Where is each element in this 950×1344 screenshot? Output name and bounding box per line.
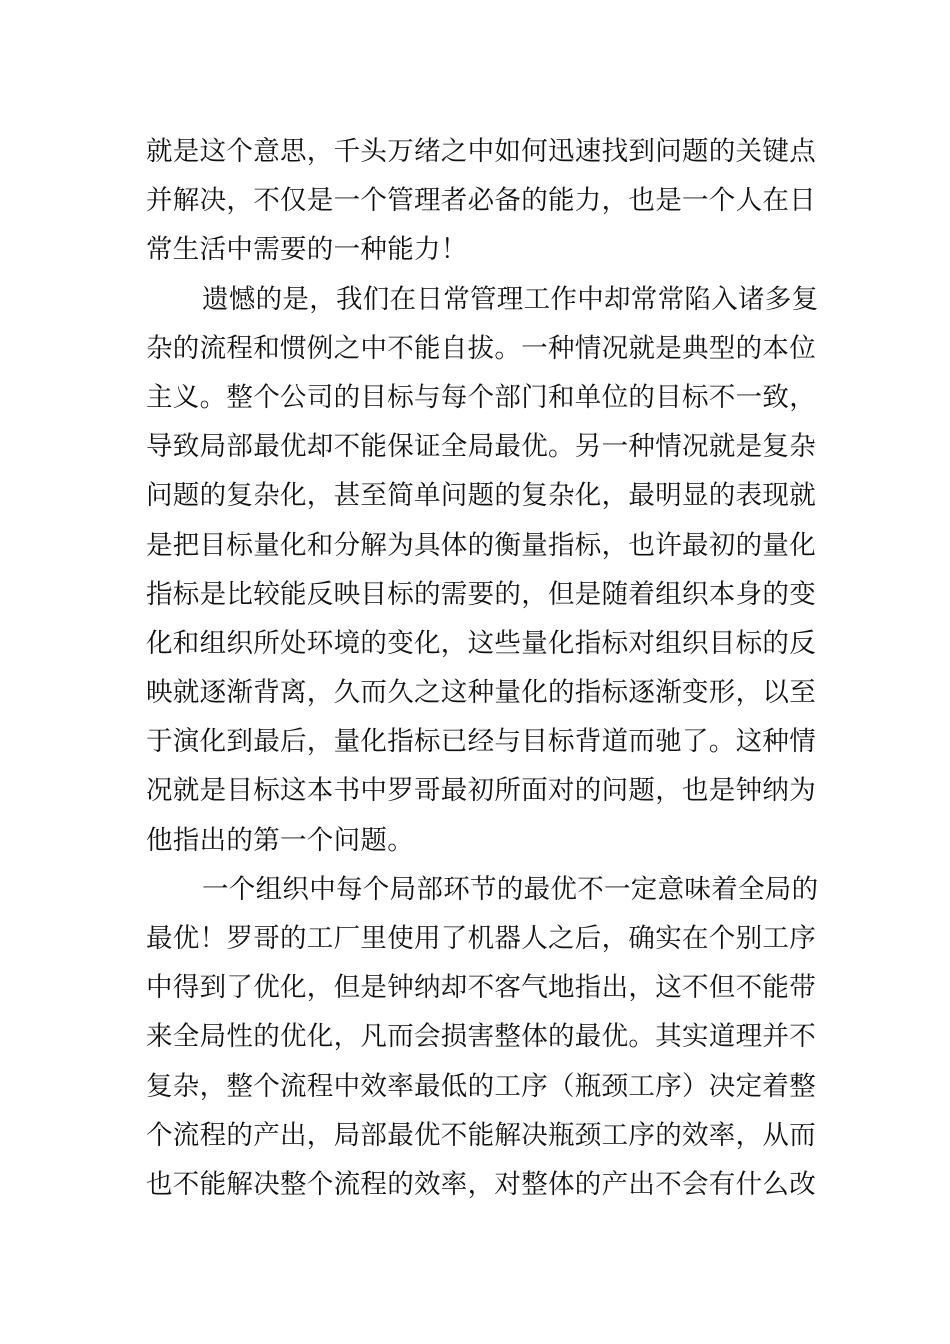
- text-line: 中得到了优化，但是钟纳却不客气地指出，这不但不能带: [146, 972, 816, 1004]
- text-line: 常生活中需要的一种能力！: [146, 234, 468, 266]
- text-line: 主义。整个公司的目标与每个部门和单位的目标不一致，: [146, 381, 816, 413]
- text-line: 复杂，整个流程中效率最低的工序（瓶颈工序）决定着整: [146, 1070, 816, 1102]
- text-line: 指标是比较能反映目标的需要的，但是随着组织本身的变: [146, 578, 816, 610]
- text-line: 就是这个意思，千头万绪之中如何迅速找到问题的关键点: [146, 136, 816, 167]
- text-line: 一个组织中每个局部环节的最优不一定意味着全局的: [202, 873, 819, 905]
- text-line: 况就是目标这本书中罗哥最初所面对的问题，也是钟纳为: [146, 775, 816, 807]
- text-line: 他指出的第一个问题。: [146, 824, 414, 856]
- text-line: 导致局部最优却不能保证全局最优。另一种情况就是复杂: [146, 431, 816, 463]
- text-line: 映就逐渐背离，久而久之这种量化的指标逐渐变形，以至: [146, 677, 816, 709]
- text-line: 是把目标量化和分解为具体的衡量指标，也许最初的量化: [146, 529, 816, 561]
- text-line: 杂的流程和惯例之中不能自拔。一种情况就是典型的本位: [146, 332, 816, 364]
- text-line: 问题的复杂化，甚至简单问题的复杂化，最明显的表现就: [146, 480, 816, 512]
- text-line: 化和组织所处环境的变化，这些量化指标对组织目标的反: [146, 627, 816, 659]
- text-line: 遗憾的是，我们在日常管理工作中却常常陷入诸多复: [202, 283, 819, 315]
- paragraph-3: [146, 865, 819, 1209]
- document-body: [146, 127, 819, 1209]
- text-line: 来全局性的优化，凡而会损害整体的最优。其实道理并不: [146, 1021, 816, 1053]
- paragraph-1: [146, 127, 816, 275]
- text-line: 于演化到最后，量化指标已经与目标背道而驰了。这种情: [146, 726, 816, 758]
- text-line: 并解决，不仅是一个管理者必备的能力，也是一个人在日: [146, 185, 816, 217]
- text-line: 也不能解决整个流程的效率，对整体的产出不会有什么改: [146, 1168, 816, 1200]
- text-line: 个流程的产出，局部最优不能解决瓶颈工序的效率，从而: [146, 1119, 816, 1151]
- paragraph-2: [146, 275, 819, 865]
- text-line: 最优！罗哥的工厂里使用了机器人之后，确实在个别工序: [146, 923, 816, 954]
